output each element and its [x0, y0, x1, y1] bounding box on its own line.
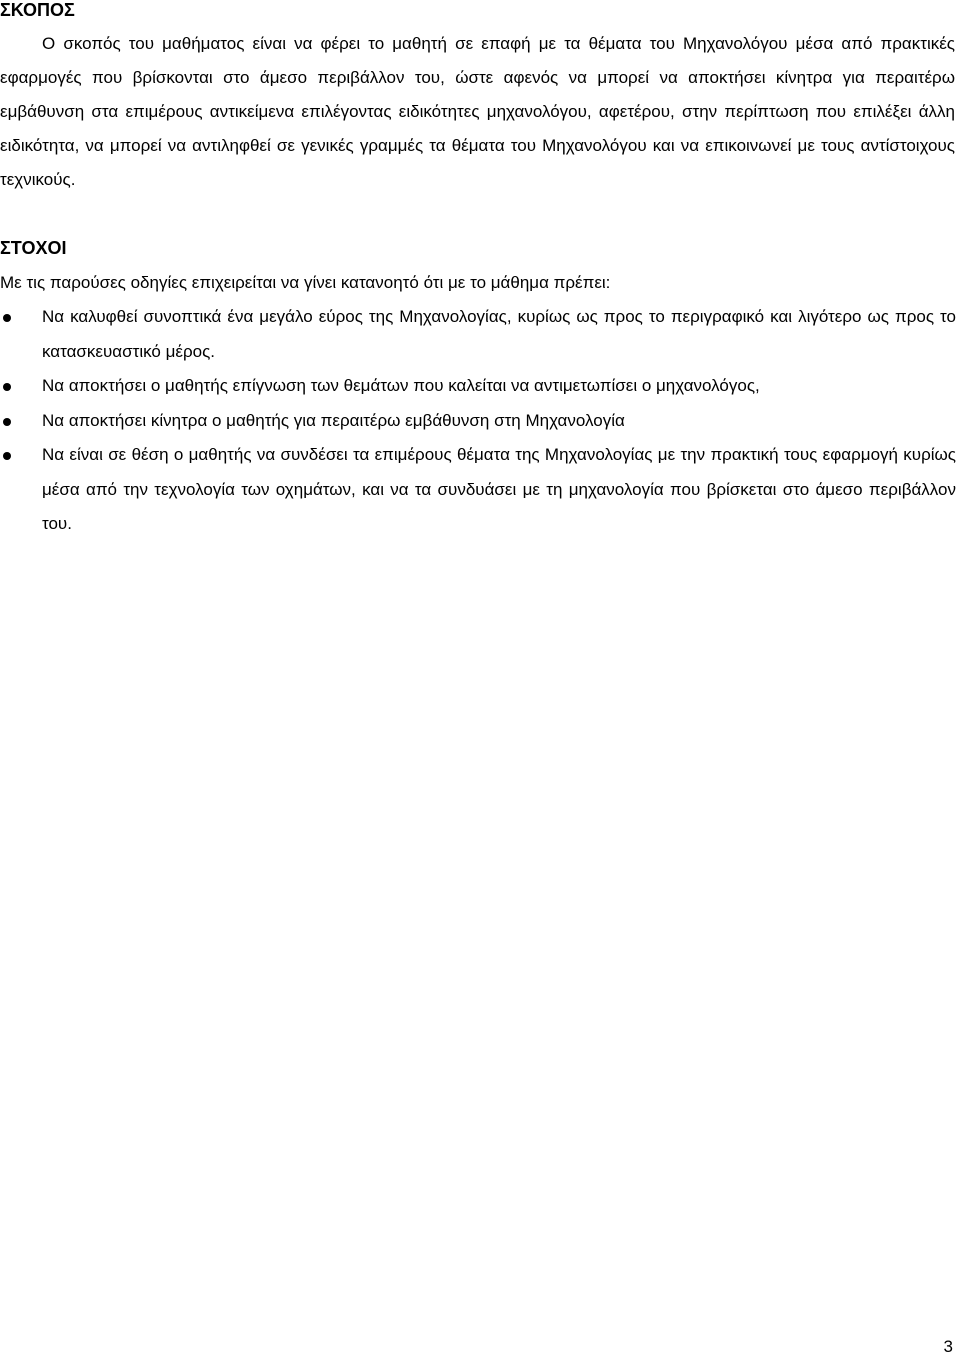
list-item-text: Να αποκτήσει ο μαθητής επίγνωση των θεμάτων που καλείται να αντιμετωπίσει ο μηχανολόγος, — [42, 376, 760, 395]
list-item — [0, 404, 956, 439]
list-item-text: Να αποκτήσει κίνητρα ο μαθητής για περαιτέρω εμβάθυνση στη Μηχανολογία — [42, 410, 625, 430]
list-item — [0, 369, 956, 404]
bullet-icon — [3, 452, 11, 460]
purpose-paragraph: Ο σκοπός του μαθήματος είναι να φέρει το μαθητή σε επαφή με τα θέματα του Μηχανολόγου μέσα από πρακτικές εφαρμογές που βρίσκονται στο άμεσο περιβάλλον του, ώστε αφενός να μπορεί να αποκτήσει κίνητρα για περαιτέρω εμβάθυνση στα επιμέρους αντικείμενα επιλέγοντας ειδικότητες μηχανολόγου, αφετέρου, στην περίπτωση που επιλέξει άλλη ειδικότητα, να μπορεί να αντιληφθεί σε γενικές γραμμές τα θέματα του Μηχανολόγου και να επικοινωνεί με τους αντίστοιχους τεχνικούς. — [0, 34, 955, 189]
purpose-heading: ΣΚΟΠΟΣ — [0, 0, 75, 20]
goals-heading: ΣΤΟΧΟΙ — [0, 238, 67, 258]
goals-list — [0, 300, 956, 542]
bullet-icon — [3, 418, 11, 426]
goals-intro: Με τις παρούσες οδηγίες επιχειρείται να γίνει κατανοητό ότι με το μάθημα πρέπει: — [0, 273, 611, 292]
bullet-icon — [3, 314, 11, 322]
list-item-text: Να είναι σε θέση ο μαθητής να συνδέσει τα επιμέρους θέματα της Μηχανολογίας με την πρακτική τους εφαρμογή κυρίως μέσα από την τεχνολογία των οχημάτων, και να τα συνδυάσει με τη μηχανολογία που βρίσκεται στο άμεσο περιβάλλον του. — [42, 445, 956, 533]
list-item — [0, 438, 956, 542]
page-number: 3 — [943, 1337, 953, 1356]
bullet-icon — [3, 383, 11, 391]
list-item — [0, 300, 956, 369]
list-item-text: Να καλυφθεί συνοπτικά ένα μεγάλο εύρος της Μηχανολογίας, κυρίως ως προς το περιγραφικό και λιγότερο ως προς το κατασκευαστικό μέρος. — [42, 307, 956, 361]
